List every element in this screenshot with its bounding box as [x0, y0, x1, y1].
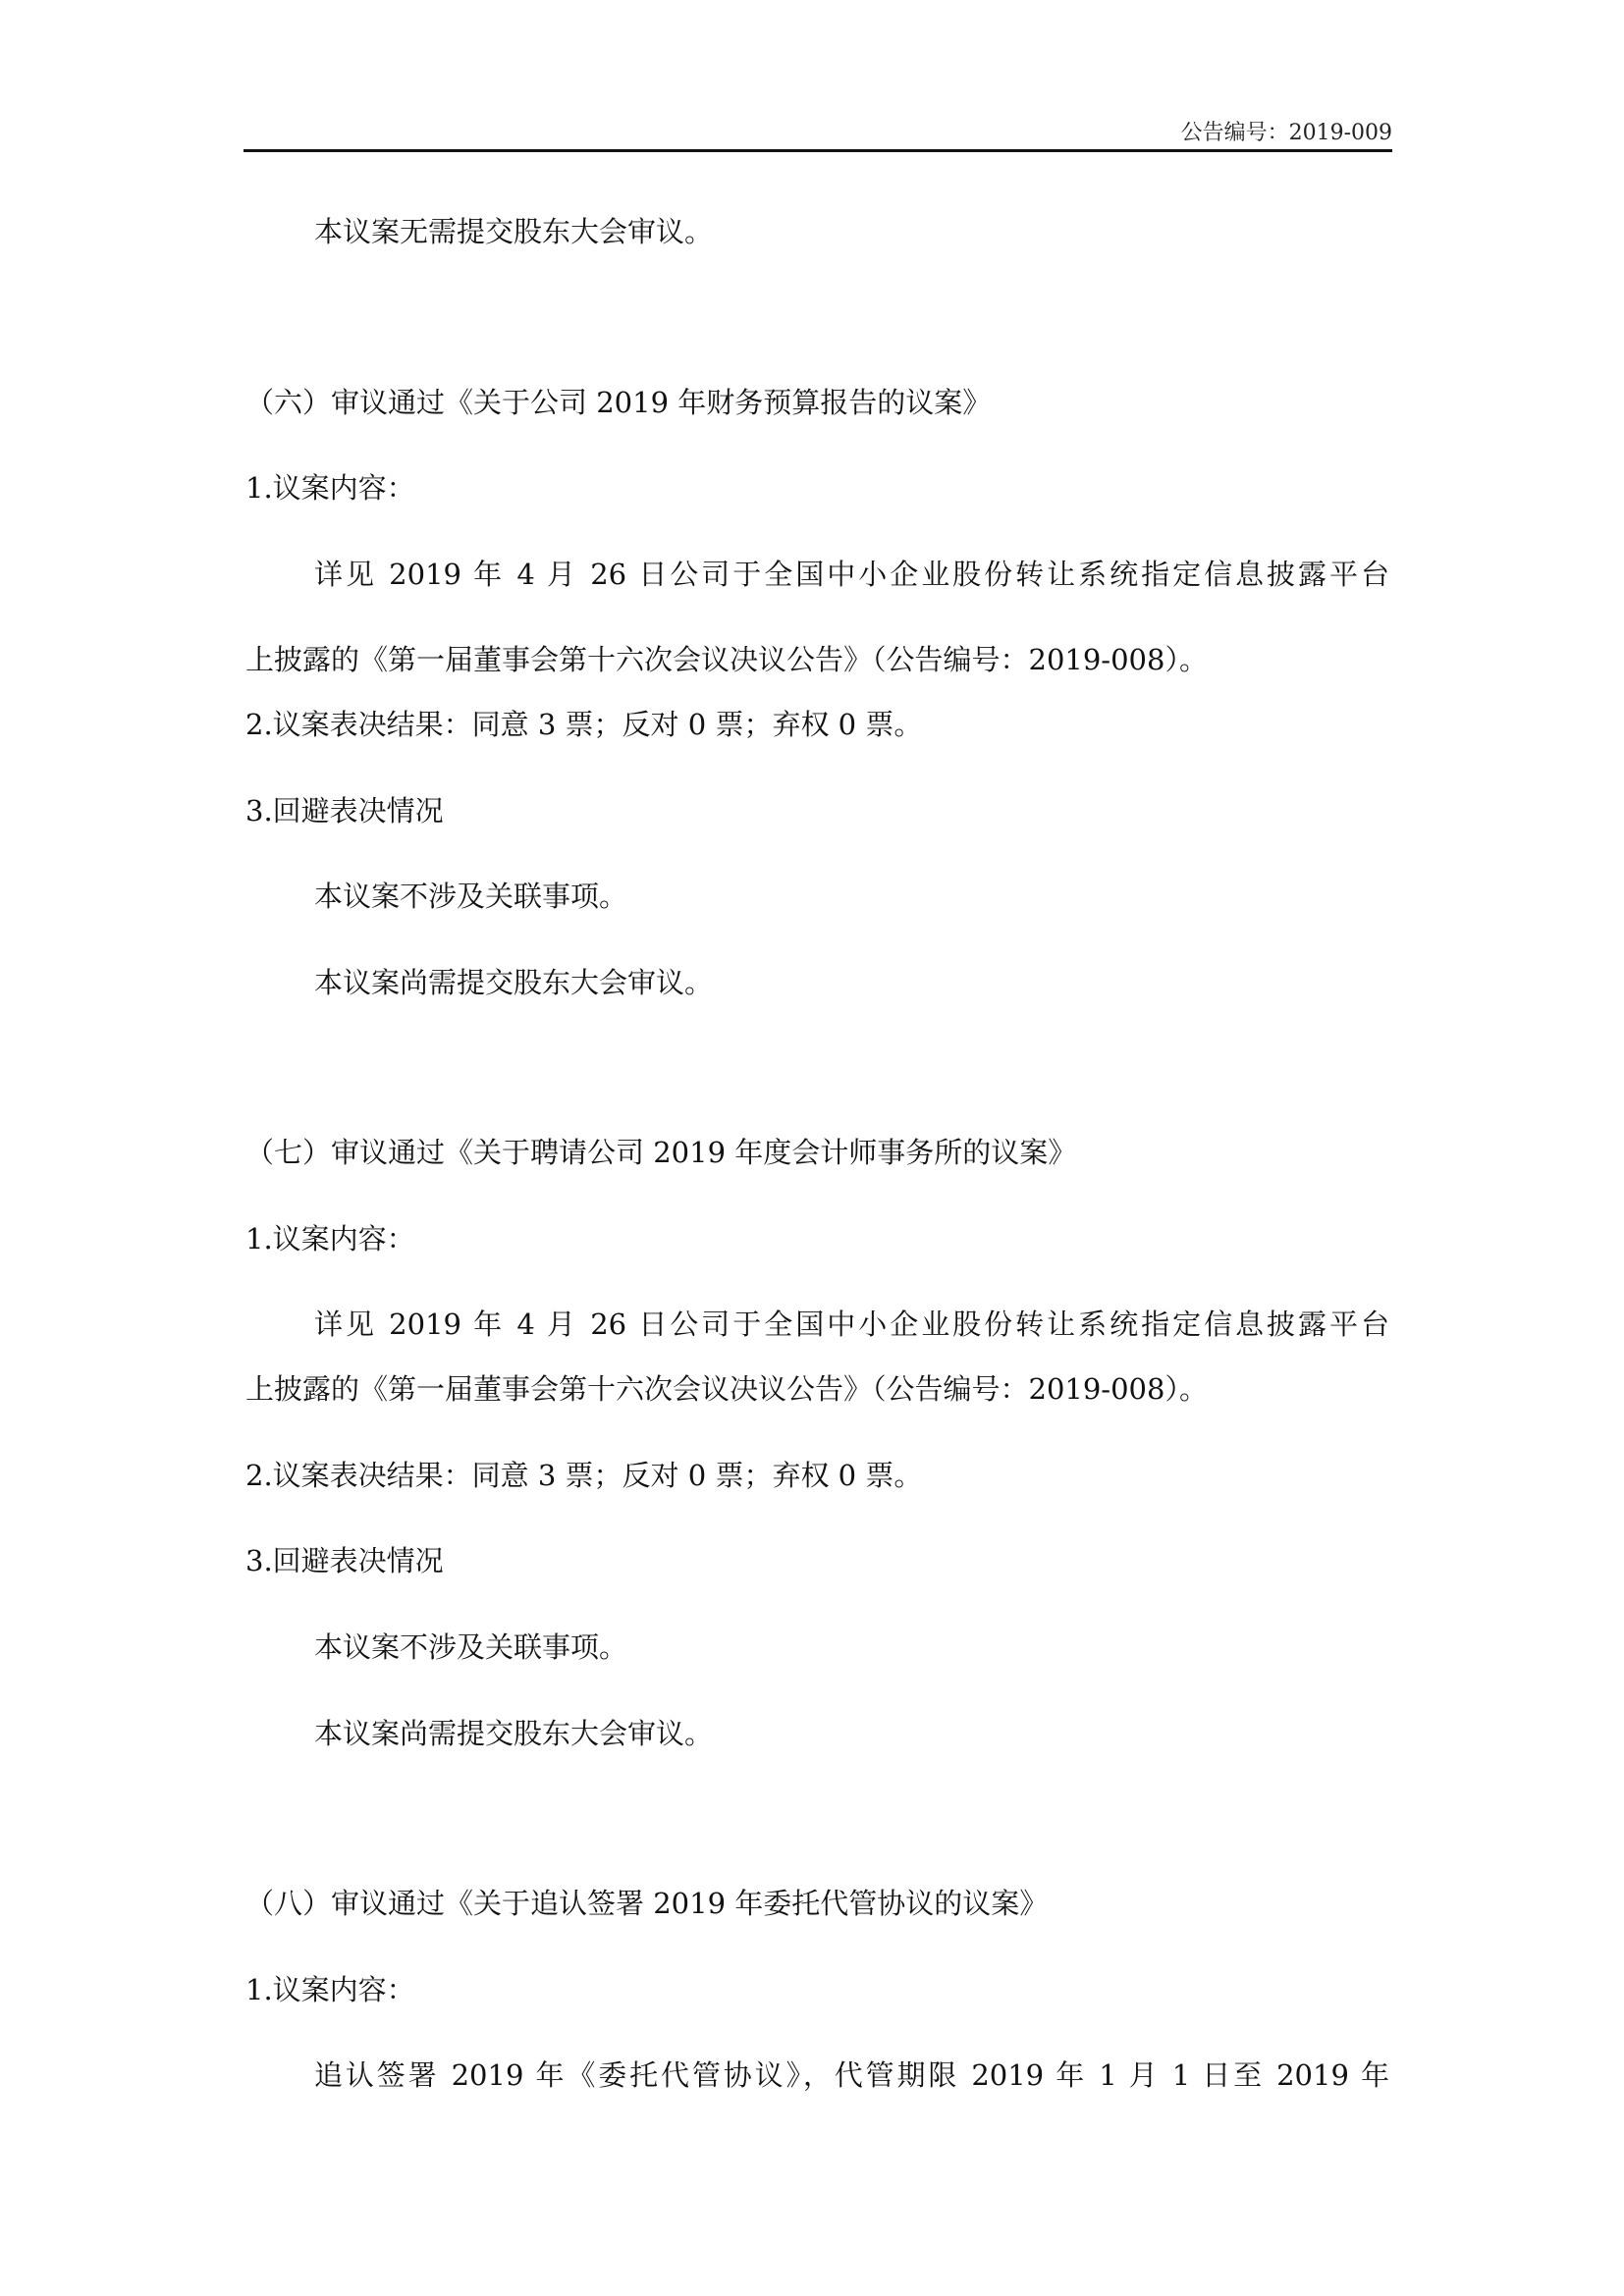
- text-line: 本议案不涉及关联事项。: [314, 880, 628, 913]
- text-line: 本议案不涉及关联事项。: [314, 1630, 628, 1664]
- section-heading-6: （六）审议通过《关于公司 2019 年财务预算报告的议案》: [245, 386, 992, 419]
- text-line: 详见 2019 年 4 月 26 日公司于全国中小企业股份转让系统指定信息披露平台: [314, 1308, 1389, 1341]
- announcement-number: 公告编号：2019-009: [1180, 121, 1392, 145]
- section-heading-7: （七）审议通过《关于聘请公司 2019 年度会计师事务所的议案》: [245, 1136, 1077, 1169]
- text-line: 1.议案内容：: [245, 471, 415, 505]
- text-line: 3.回避表决情况: [245, 1544, 444, 1577]
- text-line: 1.议案内容：: [245, 1973, 415, 2006]
- text-line: 3.回避表决情况: [245, 794, 444, 828]
- text-line: 2.议案表决结果：同意 3 票；反对 0 票；弃权 0 票。: [245, 708, 923, 741]
- text-line: 本议案尚需提交股东大会审议。: [314, 1717, 714, 1750]
- text-line: 2.议案表决结果：同意 3 票；反对 0 票；弃权 0 票。: [245, 1459, 923, 1492]
- text-line: 上披露的《第一届董事会第十六次会议决议公告》（公告编号：2019-008）。: [245, 643, 1208, 676]
- header-rule: [244, 149, 1392, 152]
- text-line: 本议案无需提交股东大会审议。: [314, 215, 714, 248]
- text-line: 本议案尚需提交股东大会审议。: [314, 966, 714, 999]
- text-line: 详见 2019 年 4 月 26 日公司于全国中小企业股份转让系统指定信息披露平台: [314, 558, 1389, 591]
- text-line: 追认签署 2019 年《委托代管协议》，代管期限 2019 年 1 月 1 日至 2019 年: [314, 2058, 1389, 2092]
- text-line: 1.议案内容：: [245, 1222, 415, 1255]
- text-line: 上披露的《第一届董事会第十六次会议决议公告》（公告编号：2019-008）。: [245, 1372, 1208, 1406]
- section-heading-8: （八）审议通过《关于追认签署 2019 年委托代管协议的议案》: [245, 1887, 1049, 1920]
